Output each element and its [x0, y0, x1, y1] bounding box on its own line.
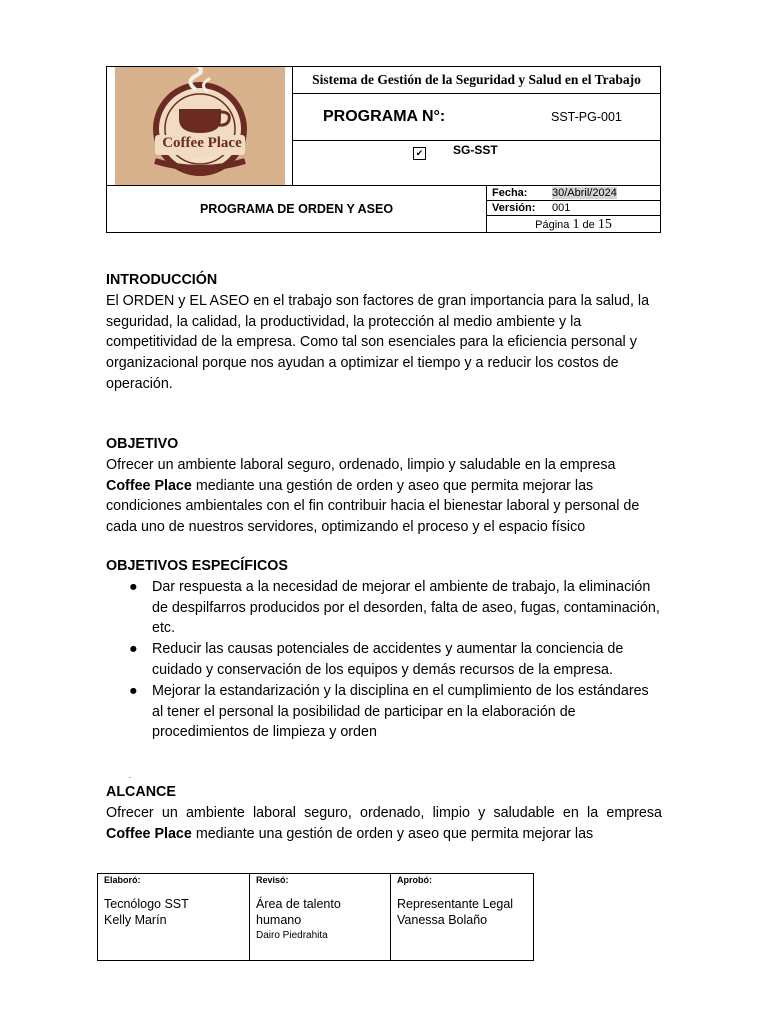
- program-name-row: [107, 185, 660, 233]
- stray-dot: .: [129, 771, 132, 780]
- fecha-row: [487, 186, 660, 201]
- page-current: 1: [572, 217, 580, 232]
- reviso-cell: [250, 874, 391, 960]
- version-row: [487, 201, 660, 216]
- document-header-table: [106, 66, 661, 233]
- list-item: [106, 681, 662, 743]
- page-total: 15: [597, 217, 612, 232]
- alcance-section: [106, 782, 662, 844]
- sg-sst-checkbox[interactable]: ✔: [413, 147, 426, 160]
- list-item: [106, 639, 662, 681]
- bullet-icon: ●: [129, 578, 138, 595]
- aprobo-cell: [391, 874, 533, 960]
- list-item-text: Mejorar la estandarización y la disciplina en el cumplimiento de los estándares al tener el personal la posibilidad de participar en la elaboración de procedimientos de limpieza y orden: [152, 682, 649, 741]
- alcance-heading: ALCANCE: [106, 784, 176, 800]
- intro-section: [106, 270, 662, 395]
- coffee-cup-logo-icon: [115, 67, 285, 185]
- reviso-label: Revisó:: [256, 875, 289, 885]
- version-label: Versión:: [492, 202, 536, 214]
- alcance-text-before: Ofrecer un ambiente laboral seguro, ordenado, limpio y saludable en la empresa: [106, 804, 662, 821]
- objetivo-text-after: mediante una gestión de orden y aseo que permita mejorar las condiciones ambientales con el fin contribuir hacia el bienestar laboral y personal de cada uno de nuestros servidores, optimizando el proceso y el espacio físico: [106, 477, 640, 536]
- document-meta: [487, 186, 660, 233]
- alcance-company: Coffee Place: [106, 825, 192, 842]
- elaboro-label: Elaboró:: [104, 875, 141, 885]
- alcance-text: [106, 803, 662, 845]
- fecha-label: Fecha:: [492, 187, 528, 199]
- program-name: PROGRAMA DE ORDEN Y ASEO: [107, 186, 487, 233]
- fecha-value: 30/Abril/2024: [552, 187, 617, 199]
- version-value: 001: [552, 202, 571, 214]
- objetivo-text-before: Ofrecer un ambiente laboral seguro, ordenado, limpio y saludable en la empresa: [106, 456, 616, 473]
- coffee-place-logo: [115, 67, 285, 185]
- program-number-label: PROGRAMA N°:: [323, 108, 446, 125]
- logo-brand-text: Coffee Place: [162, 135, 242, 151]
- elaboro-line2: Kelly Marín: [104, 913, 167, 927]
- bullet-icon: ●: [129, 641, 138, 658]
- sg-sst-row: [293, 141, 660, 185]
- system-title: Sistema de Gestión de la Seguridad y Salud en el Trabajo: [293, 67, 660, 94]
- aprobo-label: Aprobó:: [397, 875, 432, 885]
- page-of: de: [582, 219, 595, 231]
- list-item-text: Dar respuesta a la necesidad de mejorar el ambiente de trabajo, la eliminación de despilfarros producidos por el desorden, falta de aseo, fugas, contaminación, etc.: [152, 578, 660, 637]
- program-code: SST-PG-001: [551, 110, 622, 124]
- page-number: [487, 217, 660, 233]
- objetivo-heading: OBJETIVO: [106, 436, 179, 452]
- reviso-line2: humano: [256, 913, 302, 927]
- logo-cell: [107, 67, 293, 185]
- especificos-heading: OBJETIVOS ESPECÍFICOS: [106, 558, 288, 574]
- logo-est-text: Est. 2007: [192, 158, 212, 163]
- page-prefix: Página: [535, 219, 570, 231]
- approval-table: [97, 873, 534, 961]
- objetivo-section: [106, 434, 662, 538]
- aprobo-line1: Representante Legal: [397, 897, 514, 911]
- elaboro-cell: [98, 874, 250, 960]
- list-item-text: Reducir las causas potenciales de accidentes y aumentar la conciencia de cuidado y conservación de los equipos y demás recursos de la empresa.: [152, 641, 624, 678]
- sg-sst-label: SG-SST: [453, 143, 498, 157]
- bullet-icon: ●: [129, 682, 138, 699]
- reviso-line1: Área de talento: [256, 897, 341, 911]
- especificos-list: [106, 577, 662, 743]
- aprobo-line2: Vanessa Bolaño: [397, 913, 488, 927]
- reviso-line3: Dairo Piedrahita: [256, 930, 328, 941]
- program-number-row: [293, 94, 660, 141]
- alcance-text-after: mediante una gestión de orden y aseo que permita mejorar las: [195, 825, 594, 842]
- objetivo-text: [106, 455, 662, 538]
- intro-heading: INTRODUCCIÓN: [106, 272, 218, 288]
- intro-text: El ORDEN y EL ASEO en el trabajo son factores de gran importancia para la salud, la seguridad, la calidad, la productividad, la protección al medio ambiente y la competitividad de la empresa. Como tal son esenciales para la eficiencia personal y organizacional porque nos ayudan a optimizar el tiempo y a reducir los costos de operación.: [106, 292, 650, 392]
- especificos-section: [106, 556, 662, 743]
- objetivo-company: Coffee Place: [106, 477, 192, 494]
- list-item: [106, 577, 662, 639]
- elaboro-line1: Tecnólogo SST: [104, 897, 189, 911]
